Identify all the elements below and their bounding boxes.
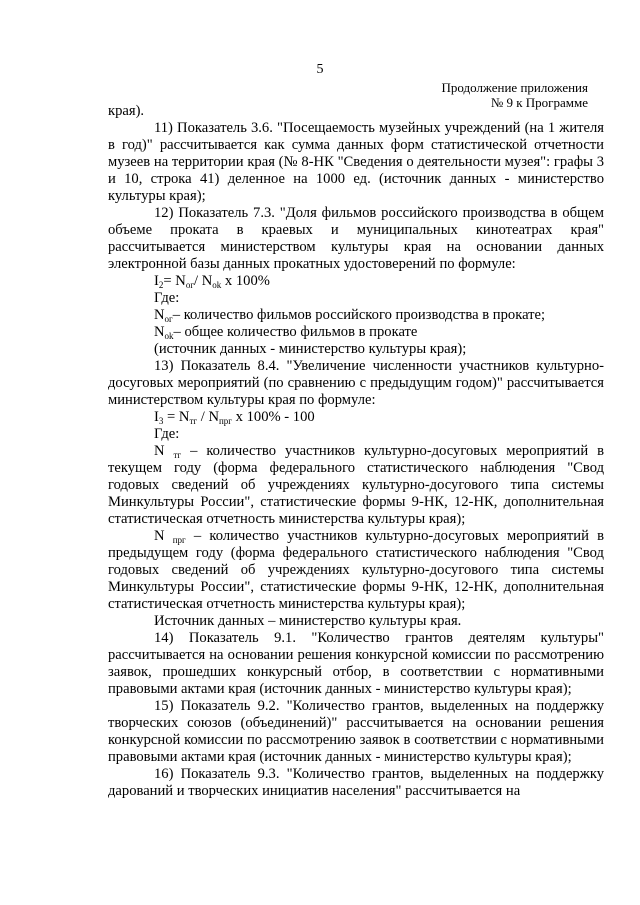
definition-n-og <box>108 307 604 324</box>
formula-1-eq: = <box>163 273 176 289</box>
page-number: 5 <box>316 62 324 77</box>
def-3-text: – количество участников культурно-досуговых мероприятий в текущем году (форма федерального статистического наблюдения "Свод годовых сведений об учреждениях культурно-досугового типа системы Минкультуры России", статистические формы 9-НК, 12-НК, дополнительная статистическая отчетность министерства культуры края); <box>108 443 604 527</box>
def-4-sub: прг <box>172 535 186 545</box>
def-2-sub: ok <box>164 331 174 341</box>
def-2-text: – общее количество фильмов в прокате <box>173 324 418 340</box>
definition-n-tg <box>108 443 604 528</box>
formula-2-rest: x 100% - 100 <box>232 409 315 425</box>
source-note-1: (источник данных - министерство культуры края); <box>154 341 467 357</box>
formula-2-n2: N <box>208 409 219 425</box>
def-4-text: – количество участников культурно-досуговых мероприятий в предыдущем году (форма федерального статистического наблюдения "Свод годовых сведений об учреждениях культурно-досугового типа системы Минкультуры России", статистические формы 9-НК, 12-НК, дополнительная статистическая отчетность министерства культуры края); <box>108 528 604 612</box>
formula-2-n1-sub: тг <box>189 416 198 426</box>
header-line-1: Продолжение приложения <box>441 80 588 95</box>
formula-1-i: I <box>154 273 159 289</box>
def-1-symbol: N <box>154 307 165 323</box>
formula-2-i-sub: 3 <box>158 416 164 426</box>
paragraph-item-16: 16) Показатель 9.3. "Количество грантов, выделенных на поддержку дарований и творческих инициатив населения" рассчитывается на <box>108 766 604 799</box>
formula-1 <box>108 273 604 290</box>
document-body <box>108 103 604 800</box>
formula-1-i-sub: 2 <box>158 280 164 290</box>
formula-1-n2: N <box>201 273 213 289</box>
formula-2-eq: = <box>163 409 179 425</box>
formula-1-n2-sub: ok <box>212 280 222 290</box>
formula-1-div: / <box>194 273 202 289</box>
definition-n-prg <box>108 528 604 613</box>
paragraph-item-12: 12) Показатель 7.3. "Доля фильмов российского производства в общем объеме проката в краевых и муниципальных кинотеатрах края" рассчитывается министерством культуры края на основании данных электронной базы данных прокатных удостоверений по формуле: <box>108 205 604 272</box>
where-label-1: Где: <box>154 290 180 306</box>
paragraph-continuation: края). <box>108 103 145 119</box>
formula-1-rest: x 100% <box>221 273 270 289</box>
formula-2-n1: N <box>178 409 190 425</box>
definition-n-ok <box>108 324 604 341</box>
paragraph-item-11: 11) Показатель 3.6. "Посещаемость музейных учреждений (на 1 жителя в год)" рассчитывается как сумма данных форм статистической отчетности музеев на территории края (№ 8-НК "Сведения о деятельности музея": графы 3 и 10, строка 41) деленное на 1000 ед. (источник данных - министерство культуры края); <box>108 120 604 204</box>
def-3-symbol: N <box>154 443 174 459</box>
def-3-sub: тг <box>173 450 182 460</box>
def-1-sub: ог <box>164 314 173 324</box>
header-line-2: № 9 к Программе <box>490 95 588 110</box>
formula-2-n2-sub: прг <box>218 416 232 426</box>
formula-2-div: / <box>197 409 209 425</box>
paragraph-item-14: 14) Показатель 9.1. "Количество грантов деятелям культуры" рассчитывается на основании решения конкурсной комиссии по рассмотрению заявок, прошедших конкурсный отбор, в соответствии с нормативными правовыми актами края (источник данных - министерство культуры края); <box>108 630 604 697</box>
where-label-2: Где: <box>154 426 180 442</box>
formula-2 <box>108 409 604 426</box>
def-1-text: – количество фильмов российского производства в прокате; <box>172 307 546 323</box>
formula-1-n1-sub: ог <box>185 280 195 290</box>
paragraph-item-15: 15) Показатель 9.2. "Количество грантов, выделенных на поддержку творческих союзов (объединений)" рассчитывается на основании решения конкурсной комиссии по рассмотрению заявок в соответствии с нормативными правовыми актами края (источник данных - министерство культуры края); <box>108 698 604 765</box>
source-note-2: Источник данных – министерство культуры края. <box>154 613 462 629</box>
def-4-symbol: N <box>154 528 173 544</box>
formula-2-i: I <box>154 409 159 425</box>
formula-1-n1: N <box>175 273 186 289</box>
paragraph-item-13: 13) Показатель 8.4. "Увеличение численности участников культурно-досуговых мероприятий (по сравнению с предыдущим годом)" рассчитывается министерством культуры края по формуле: <box>108 358 604 408</box>
def-2-symbol: N <box>154 324 165 340</box>
